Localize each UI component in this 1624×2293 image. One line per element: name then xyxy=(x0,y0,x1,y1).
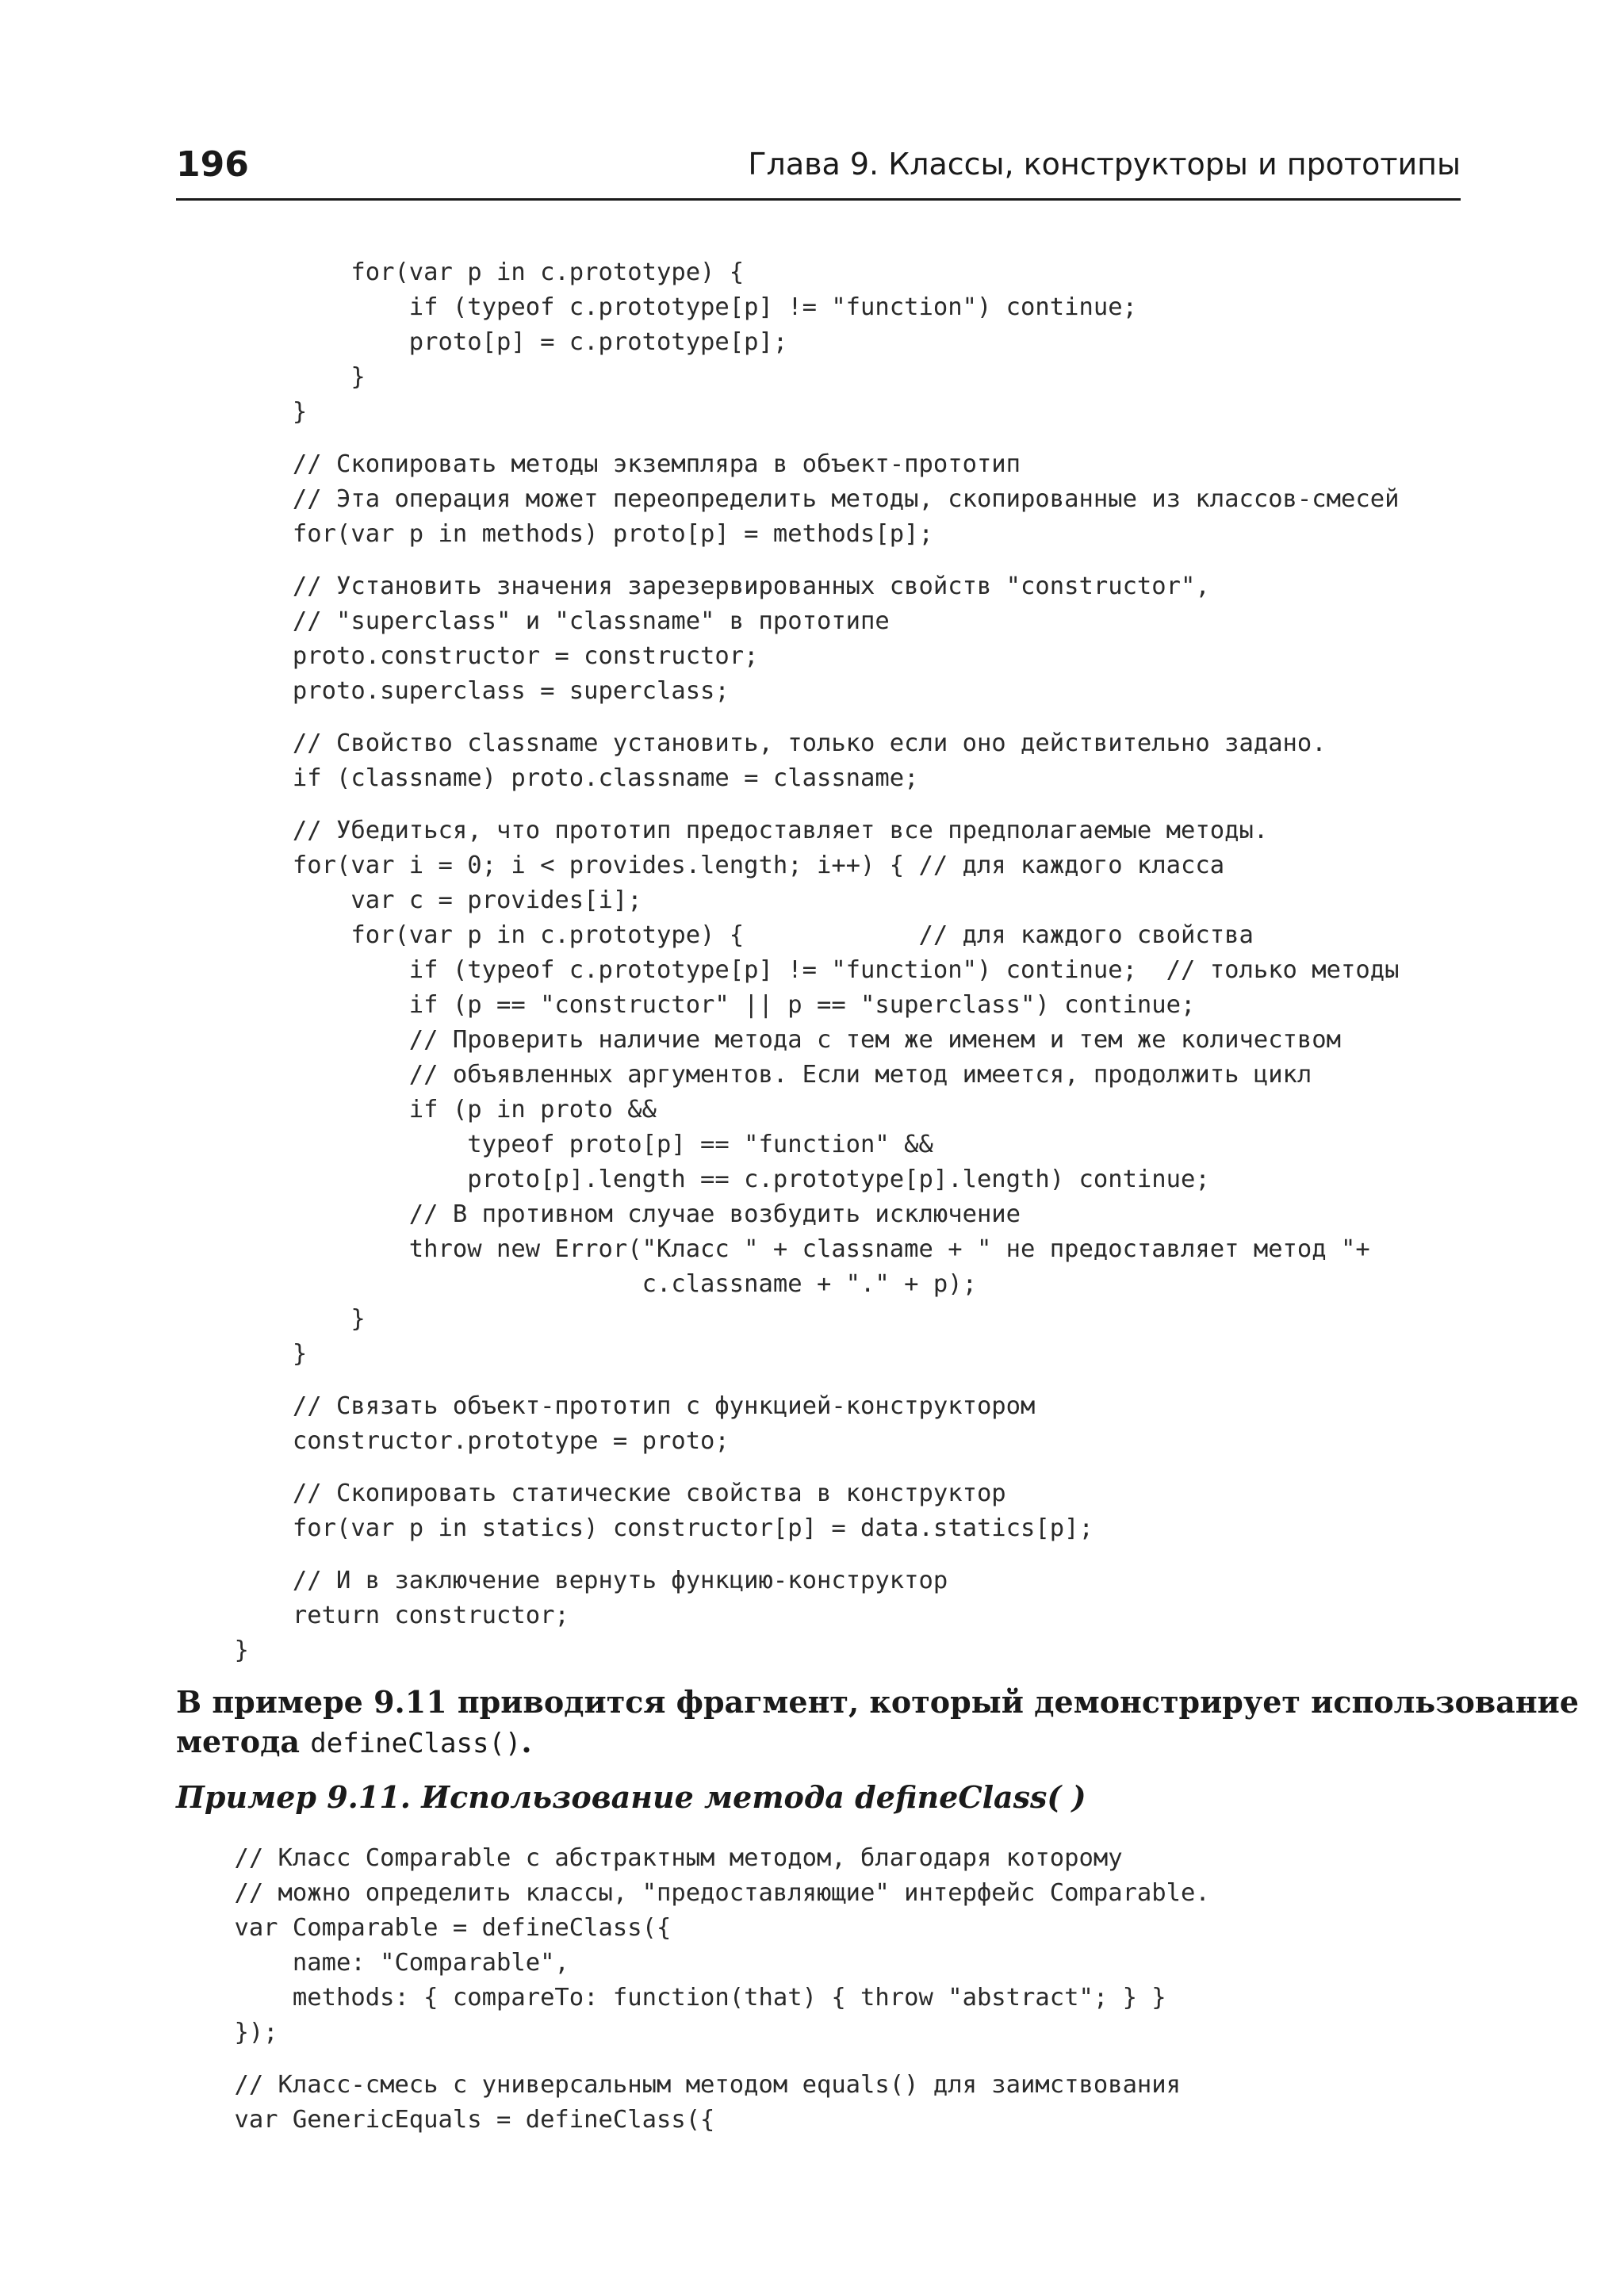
code-spacer xyxy=(176,796,1399,813)
code-line: } xyxy=(176,1636,249,1664)
inline-code-defineclass: defineClass() xyxy=(310,1728,522,1759)
code-line: for(var p in c.prototype) { // для каждого свойства xyxy=(176,921,1254,949)
code-spacer xyxy=(176,2050,1210,2068)
code-line: throw new Error("Класс " + classname + " не предоставляет метод "+ xyxy=(176,1235,1370,1263)
code-line: // Скопировать статические свойства в конструктор xyxy=(176,1480,1006,1507)
code-line: if (p == "constructor" || p == "superclass") continue; xyxy=(176,991,1196,1019)
code-line: // Скопировать методы экземпляра в объект-прототип xyxy=(176,450,1021,478)
code-line: for(var p in statics) constructor[p] = data.statics[p]; xyxy=(176,1514,1094,1542)
code-line: proto[p].length == c.prototype[p].length) continue; xyxy=(176,1166,1210,1193)
code-line: } xyxy=(176,1305,366,1333)
code-line: // Установить значения зарезервированных свойств "constructor", xyxy=(176,572,1210,600)
code-line: // Свойство classname установить, только если оно действительно задано. xyxy=(176,729,1327,757)
code-line: } xyxy=(176,1340,308,1368)
code-spacer xyxy=(176,552,1399,569)
code-line: // Убедиться, что прототип предоставляет все предполагаемые методы. xyxy=(176,817,1269,844)
code-line: var Comparable = defineClass({ xyxy=(176,1914,672,1942)
paragraph-line-1: В примере 9.11 приводится фрагмент, который демонстрирует использование xyxy=(176,1684,1580,1720)
code-line: constructor.prototype = proto; xyxy=(176,1427,730,1455)
code-line: var GenericEquals = defineClass({ xyxy=(176,2106,715,2134)
code-line: c.classname + "." + p); xyxy=(176,1270,977,1298)
code-line: // объявленных аргументов. Если метод имеется, продолжить цикл xyxy=(176,1061,1312,1089)
code-line: // можно определить классы, "предоставляющие" интерфейс Comparable. xyxy=(176,1879,1210,1907)
code-line: // "superclass" и "classname" в прототипе xyxy=(176,607,890,635)
paragraph-line-2-prefix: метода xyxy=(176,1724,311,1759)
code-listing-bottom xyxy=(176,1841,1210,2138)
example-caption: Пример 9.11. Использование метода defineClass( ) xyxy=(176,1779,1086,1815)
code-line: } xyxy=(176,363,366,391)
code-line: if (typeof c.prototype[p] != "function") continue; xyxy=(176,293,1137,321)
code-line: proto[p] = c.prototype[p]; xyxy=(176,328,788,356)
header-rule xyxy=(176,198,1461,201)
code-line: proto.superclass = superclass; xyxy=(176,677,730,705)
code-spacer xyxy=(176,709,1399,726)
code-line: proto.constructor = constructor; xyxy=(176,642,759,670)
code-line: // Класс Comparable с абстрактным методом, благодаря которому xyxy=(176,1844,1123,1872)
code-line: // Связать объект-прототип с функцией-конструктором xyxy=(176,1392,1036,1420)
code-line: // Класс-смесь с универсальным методом equals() для заимствования xyxy=(176,2071,1182,2099)
code-listing-top xyxy=(176,255,1399,1668)
code-line: return constructor; xyxy=(176,1602,569,1629)
code-line: }); xyxy=(176,2019,278,2046)
paragraph-line-2 xyxy=(176,1722,1461,1763)
page-number: 196 xyxy=(176,144,249,185)
code-spacer xyxy=(176,1372,1399,1389)
code-line: for(var p in methods) proto[p] = methods[p]; xyxy=(176,520,933,548)
code-spacer xyxy=(176,1459,1399,1476)
code-line: // И в заключение вернуть функцию-конструктор xyxy=(176,1567,948,1594)
code-line: name: "Comparable", xyxy=(176,1949,569,1977)
code-line: if (p in proto && xyxy=(176,1096,657,1124)
body-paragraph xyxy=(176,1682,1580,1763)
code-line: } xyxy=(176,398,308,426)
code-line: // Эта операция может переопределить методы, скопированные из классов-смесей xyxy=(176,485,1400,513)
code-line: // В противном случае возбудить исключение xyxy=(176,1200,1021,1228)
code-spacer xyxy=(176,1546,1399,1564)
code-line: for(var p in c.prototype) { xyxy=(176,258,745,286)
code-line: methods: { compareTo: function(that) { throw "abstract"; } } xyxy=(176,1984,1166,2012)
running-head xyxy=(176,143,1461,193)
code-line: typeof proto[p] == "function" && xyxy=(176,1131,933,1158)
code-line: // Проверить наличие метода с тем же именем и тем же количеством xyxy=(176,1026,1342,1054)
code-line: if (classname) proto.classname = classname; xyxy=(176,764,919,792)
code-spacer xyxy=(176,430,1399,447)
code-line: var c = provides[i]; xyxy=(176,886,642,914)
chapter-title: Глава 9. Классы, конструкторы и прототипы xyxy=(748,147,1461,182)
code-line: if (typeof c.prototype[p] != "function") continue; // только методы xyxy=(176,956,1400,984)
code-line: for(var i = 0; i < provides.length; i++) { // для каждого класса xyxy=(176,852,1225,879)
paragraph-line-2-suffix: . xyxy=(521,1724,532,1759)
